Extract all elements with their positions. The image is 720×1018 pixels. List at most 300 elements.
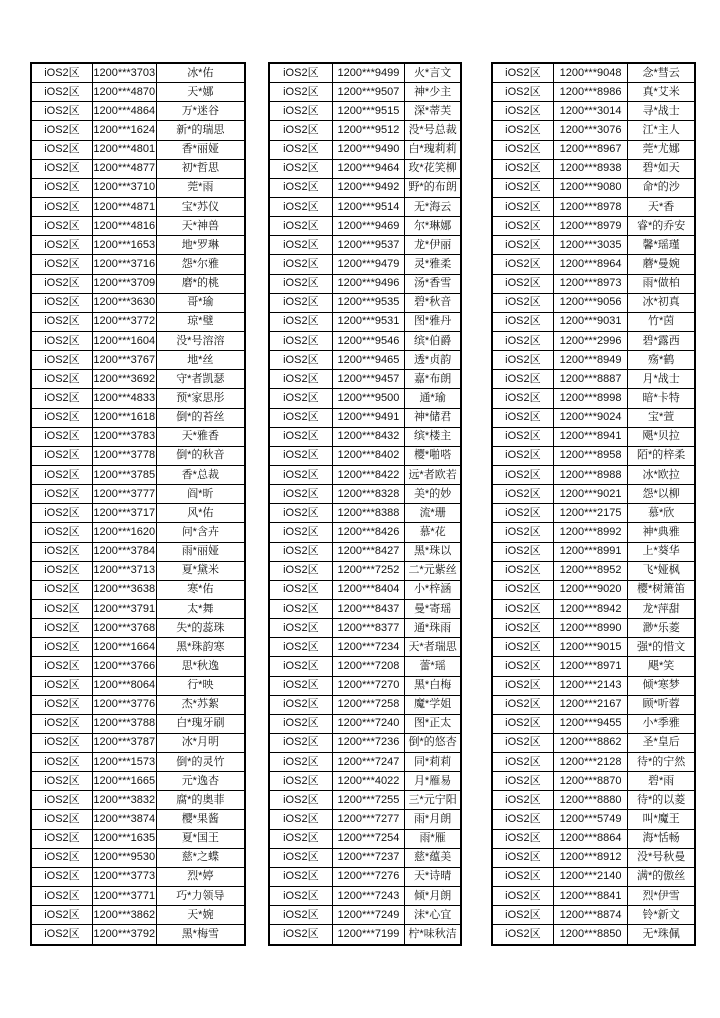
table-row — [493, 141, 694, 160]
table-row — [270, 810, 460, 829]
player-name-cell: 地*丝 — [187, 353, 214, 366]
region-cell: iOS2区 — [270, 466, 333, 484]
region-cell: iOS2区 — [493, 543, 554, 561]
account-cell: 1200***8964 — [554, 255, 629, 273]
table-row — [32, 715, 244, 734]
region-cell: iOS2区 — [32, 810, 93, 828]
account-cell: 1200***3766 — [93, 657, 157, 675]
region-cell: iOS2区 — [32, 313, 93, 331]
region-cell: iOS2区 — [32, 791, 93, 809]
table-row — [493, 64, 694, 83]
region-cell: iOS2区 — [32, 141, 93, 159]
table-row — [270, 906, 460, 925]
player-name-cell: 叫*魔王 — [642, 813, 680, 826]
player-name-cell: 雨*做柏 — [642, 277, 680, 290]
table-row — [270, 141, 460, 160]
region-cell: iOS2区 — [270, 83, 333, 101]
table-row — [32, 332, 244, 351]
region-cell: iOS2区 — [270, 313, 333, 331]
table-row — [493, 562, 694, 581]
account-cell: 1200***7247 — [333, 753, 405, 771]
table-row — [32, 772, 244, 791]
player-name-cell: 念*彗云 — [642, 66, 680, 79]
table-row — [32, 753, 244, 772]
account-cell: 1200***9499 — [333, 64, 405, 82]
region-cell: iOS2区 — [270, 217, 333, 235]
region-cell: iOS2区 — [493, 504, 554, 522]
account-cell: 1200***8426 — [333, 523, 405, 541]
player-name-cell: 柠*味秋洁 — [408, 928, 457, 941]
table-row — [493, 179, 694, 198]
table-row — [493, 217, 694, 236]
table-row — [32, 389, 244, 408]
player-name-cell: 灵*雅柔 — [413, 257, 452, 270]
account-cell: 1200***8880 — [554, 791, 629, 809]
table-row — [270, 160, 460, 179]
table-row — [32, 64, 244, 83]
region-cell: iOS2区 — [270, 198, 333, 216]
player-name-cell: 没*号溶溶 — [176, 334, 225, 347]
player-name-cell: 烈*伊雪 — [642, 889, 680, 902]
account-cell: 1200***9015 — [554, 638, 629, 656]
player-name-cell: 月*雁易 — [413, 774, 452, 787]
table-row — [32, 275, 244, 294]
region-cell: iOS2区 — [270, 638, 333, 656]
player-name-cell: 嘉*布朗 — [413, 372, 452, 385]
account-cell: 1200***7249 — [333, 906, 405, 924]
player-name-cell: 天*神兽 — [181, 219, 219, 232]
region-cell: iOS2区 — [270, 523, 333, 541]
account-cell: 1200***8998 — [554, 389, 629, 407]
player-name-cell: 没*号秋曼 — [637, 851, 686, 864]
account-cell: 1200***7270 — [333, 677, 405, 695]
player-name-cell: 倾*寒梦 — [642, 679, 680, 692]
table-row — [493, 657, 694, 676]
region-cell: iOS2区 — [32, 179, 93, 197]
account-cell: 1200***1665 — [93, 772, 157, 790]
region-cell: iOS2区 — [493, 255, 554, 273]
account-cell: 1200***1604 — [93, 332, 157, 350]
account-cell: 1200***4864 — [93, 102, 157, 120]
region-cell: iOS2区 — [270, 141, 333, 159]
player-name-cell: 倒*的秋音 — [176, 449, 225, 462]
table-row — [32, 543, 244, 562]
account-cell: 1200***7255 — [333, 791, 405, 809]
account-cell: 1200***4022 — [333, 772, 405, 790]
player-name-cell: 腐*的奥菲 — [176, 793, 225, 806]
account-cell: 1200***8422 — [333, 466, 405, 484]
table-row — [32, 868, 244, 887]
player-name-cell: 海*恬畅 — [642, 832, 680, 845]
player-name-cell: 三*元宁阳 — [408, 793, 457, 806]
player-name-cell: 殇*鹤 — [648, 353, 675, 366]
region-cell: iOS2区 — [32, 121, 93, 139]
account-cell: 1200***8958 — [554, 447, 629, 465]
region-cell: iOS2区 — [270, 179, 333, 197]
account-cell: 1200***8404 — [333, 581, 405, 599]
player-name-cell: 预*家思彤 — [176, 391, 225, 404]
player-name-cell: 美*的妙 — [413, 487, 452, 500]
player-name-cell: 顾*听蓉 — [642, 698, 680, 711]
account-cell: 1200***8986 — [554, 83, 629, 101]
table-row — [270, 887, 460, 906]
table-row — [270, 409, 460, 428]
table-row — [493, 677, 694, 696]
account-cell: 1200***8973 — [554, 275, 629, 293]
region-cell: iOS2区 — [270, 887, 333, 905]
player-name-cell: 通*珠雨 — [413, 621, 452, 634]
account-cell: 1200***1620 — [93, 523, 157, 541]
region-cell: iOS2区 — [270, 810, 333, 828]
table-row — [270, 581, 460, 600]
player-name-cell: 汤*香雪 — [413, 277, 452, 290]
region-cell: iOS2区 — [32, 772, 93, 790]
region-cell: iOS2区 — [270, 925, 333, 944]
player-name-cell: 图*正太 — [413, 717, 452, 730]
table-row — [270, 696, 460, 715]
table-row — [270, 638, 460, 657]
account-cell: 1200***8328 — [333, 485, 405, 503]
table-row — [493, 466, 694, 485]
table-row — [270, 217, 460, 236]
table-row — [270, 791, 460, 810]
region-cell: iOS2区 — [493, 428, 554, 446]
table-row — [493, 294, 694, 313]
account-cell: 1200***9537 — [333, 236, 405, 254]
table-row — [32, 562, 244, 581]
player-name-cell: 小*梓涵 — [413, 583, 452, 596]
account-cell: 1200***3713 — [93, 562, 157, 580]
player-name-cell: 圣*皇后 — [642, 736, 680, 749]
account-cell: 1200***2175 — [554, 504, 629, 522]
player-name-cell: 二*元紫丝 — [408, 564, 457, 577]
player-name-cell: 缤*伯爵 — [413, 334, 452, 347]
player-name-cell: 远*者欧若 — [408, 468, 457, 481]
table-row — [32, 179, 244, 198]
winner-table-left — [30, 62, 246, 946]
player-name-cell: 莞*雨 — [187, 181, 214, 194]
account-cell: 1200***7258 — [333, 696, 405, 714]
table-row — [270, 447, 460, 466]
region-cell: iOS2区 — [493, 64, 554, 82]
region-cell: iOS2区 — [493, 619, 554, 637]
account-cell: 1200***4870 — [93, 83, 157, 101]
region-cell: iOS2区 — [32, 275, 93, 293]
account-cell: 1200***8377 — [333, 619, 405, 637]
player-name-cell: 杰*苏絮 — [181, 698, 219, 711]
account-cell: 1200***3787 — [93, 734, 157, 752]
account-cell: 1200***8064 — [93, 677, 157, 695]
account-cell: 1200***9514 — [333, 198, 405, 216]
table-row — [32, 351, 244, 370]
region-cell: iOS2区 — [270, 447, 333, 465]
account-cell: 1200***3717 — [93, 504, 157, 522]
player-name-cell: 初*哲思 — [181, 162, 219, 175]
region-cell: iOS2区 — [493, 830, 554, 848]
player-name-cell: 樱*啪嗒 — [413, 449, 452, 462]
player-name-cell: 哥*瑜 — [187, 296, 214, 309]
player-name-cell: 蘑*曼婉 — [642, 257, 680, 270]
table-row — [493, 275, 694, 294]
account-cell: 1200***3783 — [93, 428, 157, 446]
player-name-cell: 火*言文 — [413, 66, 452, 79]
player-name-cell: 宝*苏仪 — [181, 200, 219, 213]
account-cell: 1200***1618 — [93, 409, 157, 427]
table-row — [493, 332, 694, 351]
table-row — [270, 485, 460, 504]
account-cell: 1200***9491 — [333, 409, 405, 427]
player-name-cell: 神*典雅 — [642, 525, 680, 538]
player-name-cell: 蕾*瑶 — [419, 659, 446, 672]
account-cell: 1200***9024 — [554, 409, 629, 427]
account-cell: 1200***2996 — [554, 332, 629, 350]
region-cell: iOS2区 — [493, 772, 554, 790]
account-cell: 1200***7240 — [333, 715, 405, 733]
table-row — [493, 236, 694, 255]
region-cell: iOS2区 — [270, 160, 333, 178]
table-row — [493, 887, 694, 906]
table-row — [493, 313, 694, 332]
table-row — [493, 428, 694, 447]
account-cell: 1200***7234 — [333, 638, 405, 656]
player-name-cell: 夏*国王 — [181, 832, 219, 845]
table-row — [32, 428, 244, 447]
table-row — [32, 677, 244, 696]
table-row — [493, 830, 694, 849]
region-cell: iOS2区 — [493, 638, 554, 656]
account-cell: 1200***3716 — [93, 255, 157, 273]
region-cell: iOS2区 — [270, 102, 333, 120]
region-cell: iOS2区 — [270, 791, 333, 809]
player-name-cell: 天*者瑞思 — [408, 640, 457, 653]
player-name-cell: 倒*的苔丝 — [176, 411, 225, 424]
table-row — [493, 523, 694, 542]
table-row — [270, 925, 460, 944]
account-cell: 1200***7236 — [333, 734, 405, 752]
region-cell: iOS2区 — [493, 160, 554, 178]
winner-table-middle — [268, 62, 462, 946]
table-row — [270, 64, 460, 83]
account-cell: 1200***1573 — [93, 753, 157, 771]
player-name-cell: 缤*楼主 — [413, 430, 452, 443]
account-cell: 1200***2140 — [554, 868, 629, 886]
table-row — [32, 447, 244, 466]
account-cell: 1200***4833 — [93, 389, 157, 407]
player-name-cell: 碧*露西 — [642, 334, 680, 347]
region-cell: iOS2区 — [32, 409, 93, 427]
player-name-cell: 沫*心宜 — [413, 908, 452, 921]
table-row — [493, 543, 694, 562]
player-name-cell: 龙*萍甜 — [642, 602, 680, 615]
region-cell: iOS2区 — [270, 772, 333, 790]
table-row — [270, 868, 460, 887]
account-cell: 1200***7237 — [333, 849, 405, 867]
region-cell: iOS2区 — [32, 753, 93, 771]
account-cell: 1200***9492 — [333, 179, 405, 197]
region-cell: iOS2区 — [270, 677, 333, 695]
region-cell: iOS2区 — [270, 121, 333, 139]
account-cell: 1200***3638 — [93, 581, 157, 599]
table-row — [32, 619, 244, 638]
account-cell: 1200***9531 — [333, 313, 405, 331]
table-row — [270, 619, 460, 638]
player-name-cell: 尔*琳娜 — [413, 219, 452, 232]
player-name-cell: 巧*力领导 — [176, 889, 225, 902]
table-row — [270, 562, 460, 581]
region-cell: iOS2区 — [32, 657, 93, 675]
account-cell: 1200***8427 — [333, 543, 405, 561]
player-name-cell: 思*秋逸 — [181, 659, 219, 672]
table-row — [270, 236, 460, 255]
account-cell: 1200***8949 — [554, 351, 629, 369]
table-row — [493, 906, 694, 925]
account-cell: 1200***3778 — [93, 447, 157, 465]
player-name-cell: 铃*新文 — [642, 908, 680, 921]
region-cell: iOS2区 — [493, 810, 554, 828]
player-name-cell: 冰*佑 — [187, 66, 214, 79]
account-cell: 1200***9056 — [554, 294, 629, 312]
region-cell: iOS2区 — [493, 906, 554, 924]
region-cell: iOS2区 — [32, 868, 93, 886]
table-row — [270, 313, 460, 332]
table-row — [270, 389, 460, 408]
account-cell: 1200***7277 — [333, 810, 405, 828]
region-cell: iOS2区 — [32, 830, 93, 848]
account-cell: 1200***8992 — [554, 523, 629, 541]
region-cell: iOS2区 — [32, 198, 93, 216]
region-cell: iOS2区 — [32, 849, 93, 867]
table-row — [32, 83, 244, 102]
region-cell: iOS2区 — [493, 715, 554, 733]
table-row — [32, 734, 244, 753]
player-name-cell: 冰*月明 — [181, 736, 219, 749]
region-cell: iOS2区 — [493, 332, 554, 350]
region-cell: iOS2区 — [493, 466, 554, 484]
player-name-cell: 图*雅丹 — [413, 315, 452, 328]
player-name-cell: 寒*佑 — [187, 583, 214, 596]
account-cell: 1200***9535 — [333, 294, 405, 312]
account-cell: 1200***3703 — [93, 64, 157, 82]
table-row — [32, 370, 244, 389]
region-cell: iOS2区 — [32, 294, 93, 312]
table-row — [32, 638, 244, 657]
region-cell: iOS2区 — [32, 581, 93, 599]
player-name-cell: 月*战士 — [642, 372, 680, 385]
account-cell: 1200***3776 — [93, 696, 157, 714]
player-name-cell: 问*含卉 — [181, 525, 219, 538]
region-cell: iOS2区 — [32, 696, 93, 714]
account-cell: 1200***7243 — [333, 887, 405, 905]
player-name-cell: 飞*娅枫 — [642, 564, 680, 577]
region-cell: iOS2区 — [270, 389, 333, 407]
table-row — [32, 121, 244, 140]
account-cell: 1200***4816 — [93, 217, 157, 235]
table-row — [32, 217, 244, 236]
player-name-cell: 宝*萱 — [648, 411, 675, 424]
account-cell: 1200***3014 — [554, 102, 629, 120]
player-name-cell: 天*婉 — [187, 908, 214, 921]
account-cell: 1200***9546 — [333, 332, 405, 350]
table-row — [32, 466, 244, 485]
table-row — [270, 523, 460, 542]
account-cell: 1200***3791 — [93, 600, 157, 618]
player-name-cell: 曼*寄瑶 — [413, 602, 452, 615]
player-name-cell: 烈*婷 — [187, 870, 214, 883]
player-name-cell: 慕*花 — [419, 525, 446, 538]
account-cell: 1200***4871 — [93, 198, 157, 216]
player-name-cell: 飓*笑 — [648, 659, 675, 672]
region-cell: iOS2区 — [270, 255, 333, 273]
account-cell: 1200***8941 — [554, 428, 629, 446]
table-row — [493, 849, 694, 868]
region-cell: iOS2区 — [493, 294, 554, 312]
player-name-cell: 慈*之蝶 — [181, 851, 219, 864]
player-name-cell: 天*香 — [648, 200, 675, 213]
region-cell: iOS2区 — [32, 466, 93, 484]
table-row — [493, 600, 694, 619]
account-cell: 1200***8870 — [554, 772, 629, 790]
region-cell: iOS2区 — [493, 925, 554, 944]
region-cell: iOS2区 — [493, 600, 554, 618]
table-row — [270, 294, 460, 313]
player-name-cell: 风*佑 — [187, 506, 214, 519]
table-row — [270, 466, 460, 485]
player-name-cell: 无*珠佩 — [642, 928, 680, 941]
account-cell: 1200***9048 — [554, 64, 629, 82]
table-row — [270, 504, 460, 523]
region-cell: iOS2区 — [270, 351, 333, 369]
account-cell: 1200***8874 — [554, 906, 629, 924]
table-row — [32, 255, 244, 274]
player-name-cell: 黑*梅雪 — [181, 928, 219, 941]
table-row — [32, 409, 244, 428]
account-cell: 1200***9500 — [333, 389, 405, 407]
player-name-cell: 碧*如天 — [642, 162, 680, 175]
table-row — [270, 543, 460, 562]
account-cell: 1200***9031 — [554, 313, 629, 331]
account-cell: 1200***9457 — [333, 370, 405, 388]
table-row — [493, 255, 694, 274]
region-cell: iOS2区 — [32, 562, 93, 580]
account-cell: 1200***7199 — [333, 925, 405, 944]
region-cell: iOS2区 — [32, 236, 93, 254]
account-cell: 1200***8402 — [333, 447, 405, 465]
player-name-cell: 天*娜 — [187, 85, 214, 98]
account-cell: 1200***1635 — [93, 830, 157, 848]
region-cell: iOS2区 — [270, 485, 333, 503]
table-row — [32, 523, 244, 542]
region-cell: iOS2区 — [270, 294, 333, 312]
player-name-cell: 樱*树箫笛 — [637, 583, 686, 596]
table-row — [32, 791, 244, 810]
account-cell: 1200***3773 — [93, 868, 157, 886]
account-cell: 1200***3862 — [93, 906, 157, 924]
region-cell: iOS2区 — [270, 581, 333, 599]
player-name-cell: 黑*白梅 — [413, 679, 452, 692]
table-row — [493, 638, 694, 657]
region-cell: iOS2区 — [493, 370, 554, 388]
region-cell: iOS2区 — [270, 696, 333, 714]
table-row — [493, 351, 694, 370]
player-name-cell: 玫*花笑柳 — [408, 162, 457, 175]
table-row — [270, 83, 460, 102]
account-cell: 1200***1664 — [93, 638, 157, 656]
region-cell: iOS2区 — [493, 389, 554, 407]
table-row — [270, 600, 460, 619]
player-name-cell: 黑*珠韵寒 — [176, 640, 225, 653]
account-cell: 1200***3777 — [93, 485, 157, 503]
table-row — [270, 657, 460, 676]
